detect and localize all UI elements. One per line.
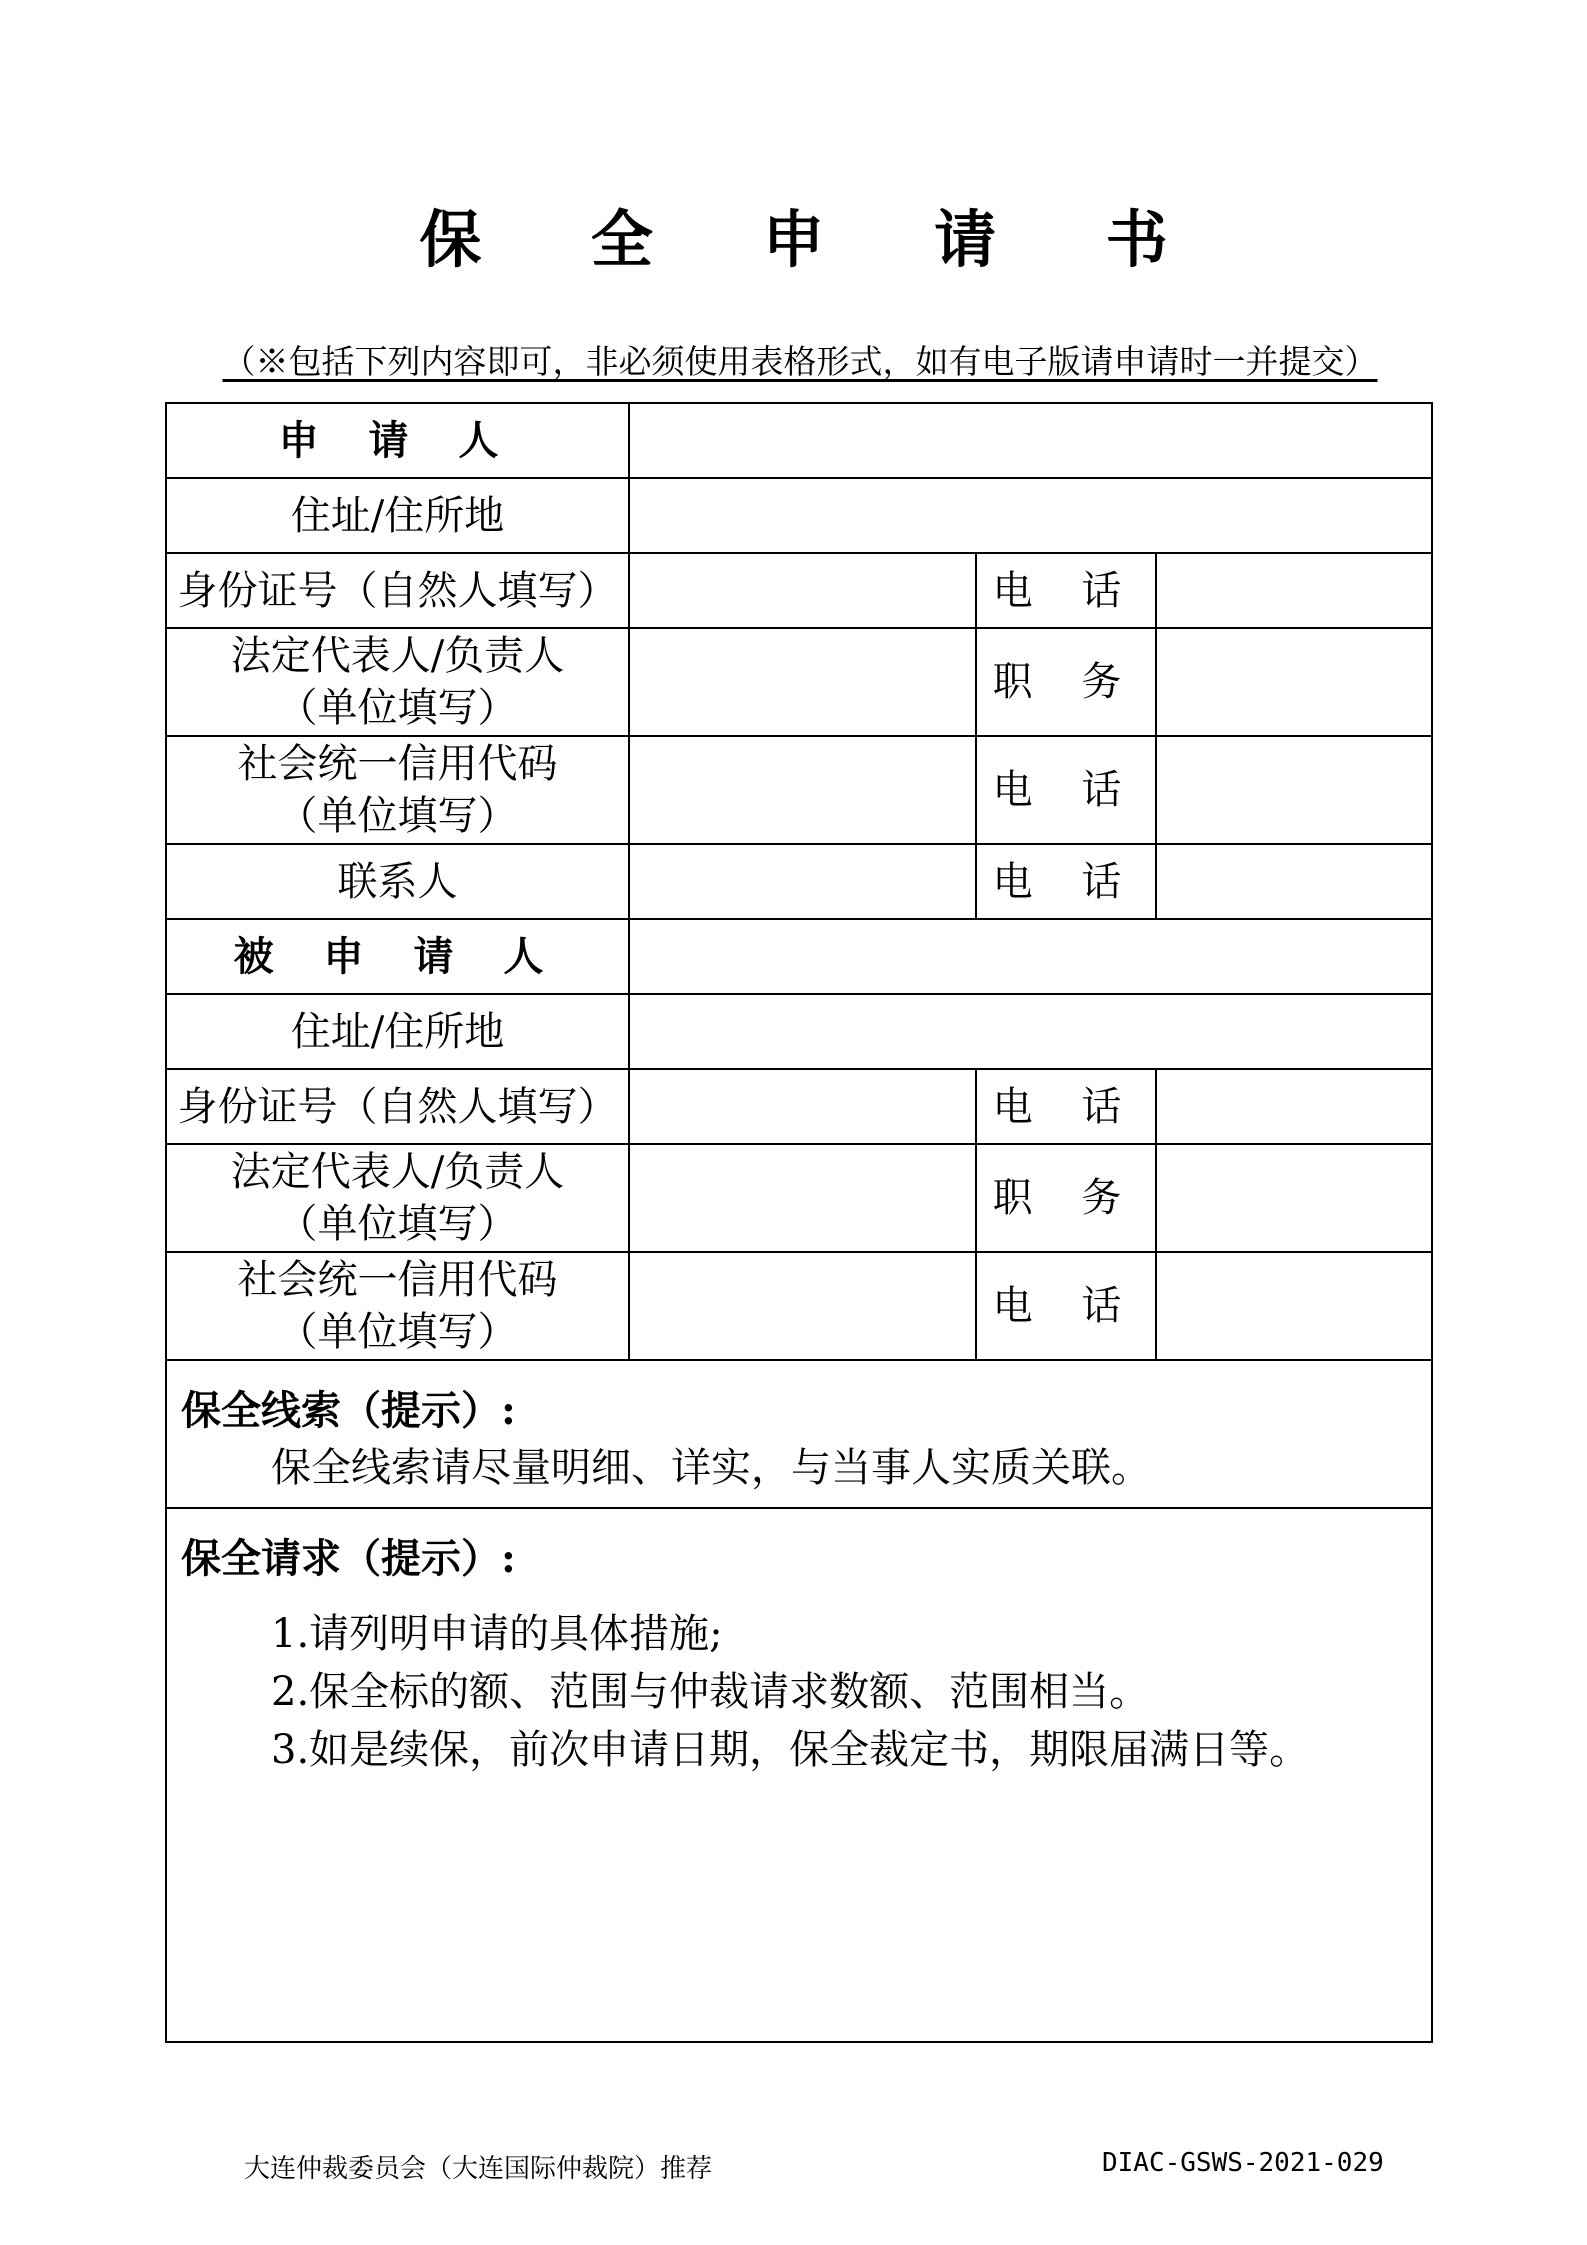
applicant-contact-field[interactable] xyxy=(629,844,976,919)
respondent-position-label: 职 务 xyxy=(976,1144,1156,1252)
applicant-contact-label: 联系人 xyxy=(166,844,629,919)
applicant-id-label: 身份证号（自然人填写） xyxy=(166,553,629,628)
document-title: 保 全 申 请 书 xyxy=(419,203,1212,276)
applicant-position-field[interactable] xyxy=(1156,628,1432,736)
respondent-credit-code-label-line2: （单位填写） xyxy=(277,1309,518,1355)
respondent-legal-rep-label-line2: （单位填写） xyxy=(277,1201,518,1247)
respondent-legal-rep-label xyxy=(166,1144,629,1252)
applicant-field[interactable] xyxy=(629,403,1432,478)
request-item: 2.保全标的额、范围与仲裁请求数额、范围相当。 xyxy=(271,1669,1150,1715)
applicant-legal-rep-label xyxy=(166,628,629,736)
applicant-phone3-label: 电 话 xyxy=(976,844,1156,919)
applicant-credit-code-label-line1: 社会统一信用代码 xyxy=(237,741,558,787)
applicant-id-field[interactable] xyxy=(629,553,976,628)
respondent-legal-rep-label-line1: 法定代表人/负责人 xyxy=(230,1149,565,1195)
respondent-phone-label: 电 话 xyxy=(976,1069,1156,1144)
request-title: 保全请求（提示）: xyxy=(181,1535,516,1582)
respondent-field[interactable] xyxy=(629,919,1432,994)
applicant-address-row xyxy=(166,478,1432,553)
respondent-credit-code-row xyxy=(166,1252,1432,1360)
applicant-row xyxy=(166,403,1432,478)
respondent-label: 被 申 请 人 xyxy=(166,919,629,994)
applicant-phone2-field[interactable] xyxy=(1156,736,1432,844)
applicant-address-field[interactable] xyxy=(629,478,1432,553)
applicant-contact-row xyxy=(166,844,1432,919)
applicant-legal-rep-field[interactable] xyxy=(629,628,976,736)
applicant-legal-rep-label-line2: （单位填写） xyxy=(277,685,518,731)
applicant-credit-code-field[interactable] xyxy=(629,736,976,844)
respondent-credit-code-label xyxy=(166,1252,629,1360)
respondent-phone2-label: 电 话 xyxy=(976,1252,1156,1360)
request-section[interactable] xyxy=(166,1508,1432,2042)
respondent-phone-field[interactable] xyxy=(1156,1069,1432,1144)
applicant-phone-field[interactable] xyxy=(1156,553,1432,628)
applicant-phone3-field[interactable] xyxy=(1156,844,1432,919)
applicant-label: 申 请 人 xyxy=(166,403,629,478)
applicant-id-row xyxy=(166,553,1432,628)
applicant-credit-code-label xyxy=(166,736,629,844)
clue-title: 保全线索（提示）: xyxy=(181,1387,516,1434)
respondent-address-label: 住址/住所地 xyxy=(166,994,629,1069)
request-row xyxy=(166,1508,1432,2042)
applicant-credit-code-row xyxy=(166,736,1432,844)
respondent-phone2-field[interactable] xyxy=(1156,1252,1432,1360)
applicant-legal-rep-row xyxy=(166,628,1432,736)
respondent-id-field[interactable] xyxy=(629,1069,976,1144)
respondent-id-row xyxy=(166,1069,1432,1144)
applicant-address-label: 住址/住所地 xyxy=(166,478,629,553)
applicant-position-label: 职 务 xyxy=(976,628,1156,736)
respondent-row xyxy=(166,919,1432,994)
applicant-credit-code-label-line2: （单位填写） xyxy=(277,793,518,839)
respondent-legal-rep-field[interactable] xyxy=(629,1144,976,1252)
request-item: 1.请列明申请的具体措施; xyxy=(271,1611,723,1657)
request-item: 3.如是续保，前次申请日期，保全裁定书，期限届满日等。 xyxy=(271,1727,1310,1773)
clue-section[interactable] xyxy=(166,1360,1432,1508)
respondent-legal-rep-row xyxy=(166,1144,1432,1252)
footer-document-code: DIAC-GSWS-2021-029 xyxy=(1102,2148,1384,2178)
respondent-position-field[interactable] xyxy=(1156,1144,1432,1252)
applicant-legal-rep-label-line1: 法定代表人/负责人 xyxy=(230,633,565,679)
respondent-credit-code-field[interactable] xyxy=(629,1252,976,1360)
respondent-id-label: 身份证号（自然人填写） xyxy=(166,1069,629,1144)
instruction-note: （※包括下列内容即可，非必须使用表格形式，如有电子版请申请时一并提交） xyxy=(222,342,1378,381)
applicant-phone2-label: 电 话 xyxy=(976,736,1156,844)
clue-hint-text: 保全线索请尽量明细、详实，与当事人实质关联。 xyxy=(271,1445,1151,1491)
respondent-address-field[interactable] xyxy=(629,994,1432,1069)
clue-row xyxy=(166,1360,1432,1508)
respondent-credit-code-label-line1: 社会统一信用代码 xyxy=(237,1257,558,1303)
application-form-table xyxy=(165,402,1433,2043)
applicant-phone-label: 电 话 xyxy=(976,553,1156,628)
footer-recommendation: 大连仲裁委员会（大连国际仲裁院）推荐 xyxy=(244,2154,713,2184)
respondent-address-row xyxy=(166,994,1432,1069)
